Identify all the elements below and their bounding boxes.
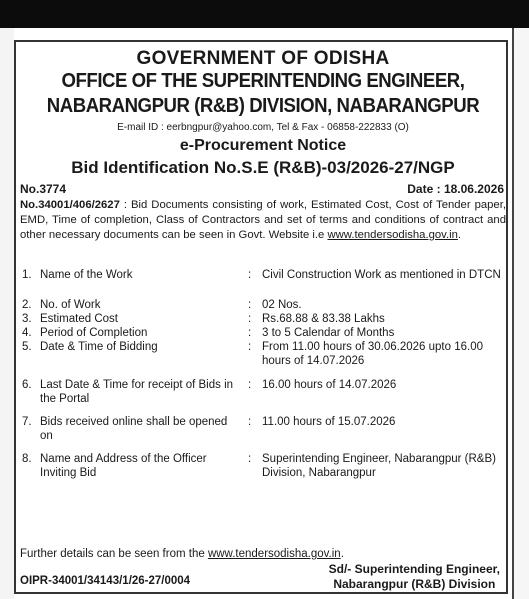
- item-number: 7.: [22, 416, 32, 428]
- item-colon: :: [248, 453, 252, 465]
- number-date-row: [20, 182, 504, 196]
- intro-end: .: [457, 229, 462, 241]
- item-label: Date & Time of Bidding: [40, 341, 158, 353]
- item-value: 16.00 hours of 14.07.2026: [262, 379, 397, 391]
- item-number: 6.: [22, 379, 32, 391]
- item-number: 4.: [22, 327, 32, 339]
- further-details: [20, 548, 344, 560]
- item-label: Bids received online shall be opened on: [40, 416, 228, 442]
- item-value: Civil Construction Work as mentioned in DTCN: [262, 269, 501, 281]
- notice-date: Date : 18.06.2026: [407, 182, 504, 196]
- contact-line: E-mail ID : eerbngpur@yahoo.com, Tel & Fax - 06858-222833 (O): [117, 122, 409, 133]
- notice-title: e-Procurement Notice: [179, 137, 347, 154]
- further-end: .: [340, 548, 344, 560]
- item-value: From 11.00 hours of 30.06.2026 upto 16.00 hours of 14.07.2026: [262, 341, 483, 367]
- item-colon: :: [248, 313, 252, 325]
- item-label: Period of Completion: [40, 327, 148, 339]
- adjacent-clipping-edge: [512, 28, 529, 599]
- item-label: Name and Address of the Officer Inviting Bid: [40, 453, 207, 479]
- item-colon: :: [248, 416, 252, 428]
- signature-line-1: Sd/- Superintending Engineer,: [328, 562, 500, 576]
- item-colon: :: [248, 379, 252, 391]
- footer-website-link[interactable]: www.tendersodisha.gov.in: [207, 548, 341, 560]
- item-value: 3 to 5 Calendar of Months: [262, 327, 395, 339]
- item-number: 8.: [22, 453, 32, 465]
- intro-reference: No.34001/406/2627: [20, 199, 120, 211]
- item-value: Rs.68.88 & 83.38 Lakhs: [262, 313, 385, 325]
- division-heading: NABARANGPUR (R&B) DIVISION, NABARANGPUR: [46, 95, 480, 117]
- bid-identification: Bid Identification No.S.E (R&B)-03/2026-27/NGP: [71, 158, 455, 177]
- left-margin: [0, 28, 14, 599]
- item-value: 02 Nos.: [262, 299, 302, 311]
- item-label: Name of the Work: [40, 269, 133, 281]
- office-heading: OFFICE OF THE SUPERINTENDING ENGINEER,: [61, 70, 465, 92]
- item-colon: :: [248, 299, 252, 311]
- item-colon: :: [248, 269, 252, 281]
- item-label: Last Date & Time for receipt of Bids in the Portal: [40, 379, 234, 405]
- signature-block: [329, 562, 500, 592]
- item-value: 11.00 hours of 15.07.2026: [262, 416, 396, 428]
- intro-paragraph: [20, 198, 506, 243]
- intro-website-link[interactable]: www.tendersodisha.gov.in: [327, 229, 458, 241]
- oipr-number: OIPR-34001/34143/1/26-27/0004: [20, 575, 191, 587]
- item-number: 3.: [22, 313, 32, 325]
- notice-frame: [14, 40, 508, 594]
- item-label: Estimated Cost: [40, 313, 118, 325]
- item-label: No. of Work: [40, 299, 101, 311]
- government-heading: GOVERNMENT OF ODISHA: [136, 48, 390, 69]
- item-colon: :: [248, 327, 252, 339]
- further-text: Further details can be seen from the: [20, 548, 208, 560]
- item-colon: :: [248, 341, 252, 353]
- intro-text: : Bid Documents consisting of work, Estimated Cost, Cost of Tender paper, EMD, Time of completion, Class of Contractors and set of terms and conditions of contract and other necessary documents can be seen in Govt. Website i.e: [20, 199, 506, 241]
- top-black-band: [0, 0, 529, 28]
- item-number: 2.: [22, 299, 32, 311]
- item-value: Superintending Engineer, Nabarangpur (R&B) Division, Nabarangpur: [262, 453, 496, 479]
- notice-number: No.3774: [20, 182, 67, 196]
- item-number: 1.: [22, 269, 32, 281]
- signature-line-2: Nabarangpur (R&B) Division: [333, 577, 496, 591]
- item-number: 5.: [22, 341, 32, 353]
